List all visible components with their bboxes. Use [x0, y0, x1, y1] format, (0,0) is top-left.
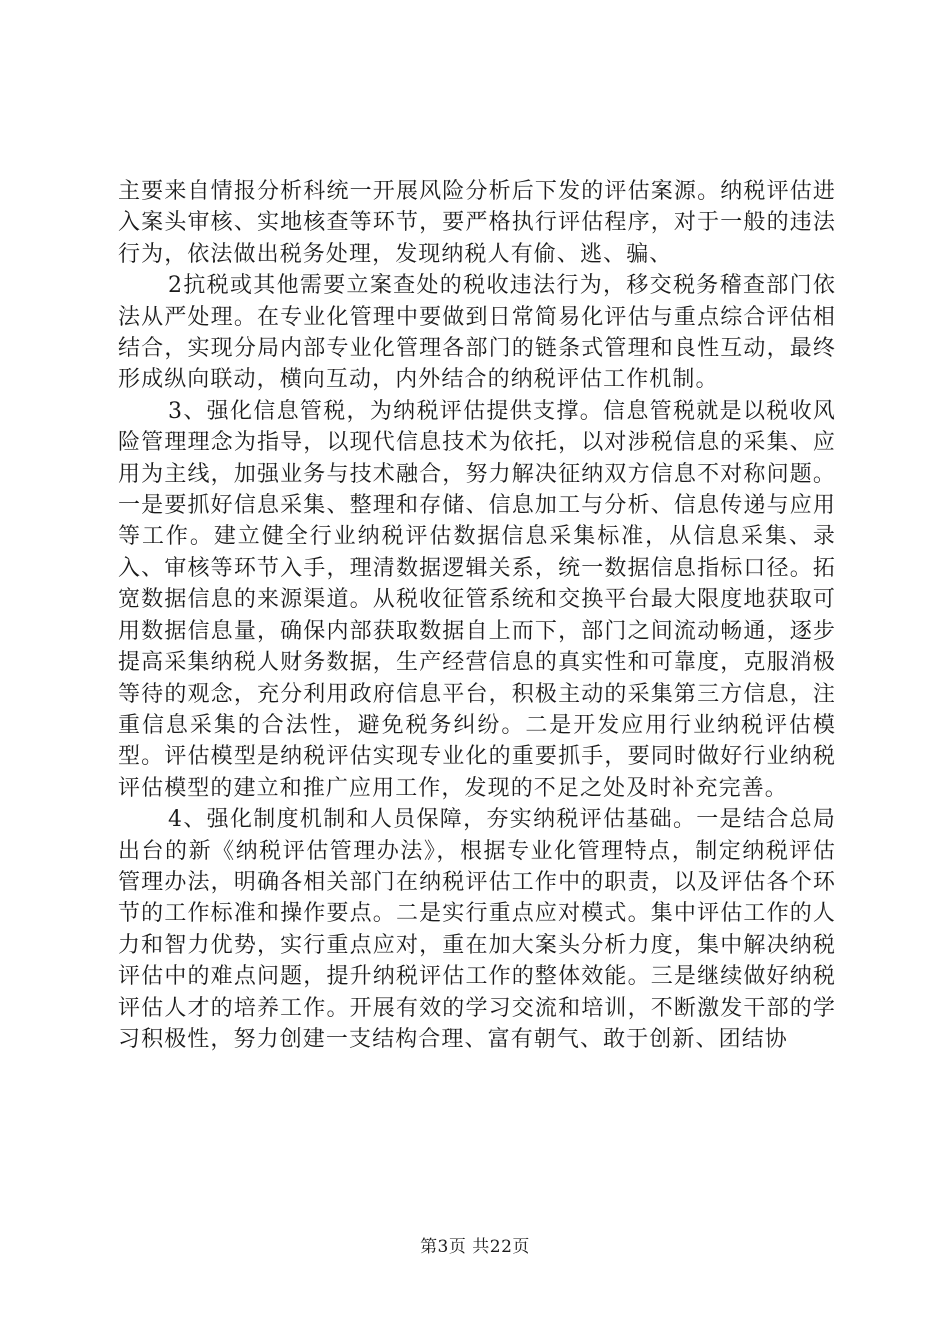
body-text	[118, 176, 836, 1055]
paragraph-4: 4、强化制度机制和人员保障，夯实纳税评估基础。一是结合总局出台的新《纳税评估管理办法》，根据专业化管理特点，制定纳税评估管理办法，明确各相关部门在纳税评估工作中的职责，以及评估各个环节的工作标准和操作要点。二是实行重点应对模式。集中评估工作的人力和智力优势，实行重点应对，重在加大案头分析力度，集中解决纳税评估中的难点问题，提升纳税评估工作的整体效能。三是继续做好纳税评估人才的培养工作。开展有效的学习交流和培训，不断激发干部的学习积极性，努力创建一支结构合理、富有朝气、敢于创新、团结协	[118, 807, 836, 1052]
page-footer: 第3页 共22页	[420, 1237, 530, 1257]
paragraph-3: 3、强化信息管税，为纳税评估提供支撑。信息管税就是以税收风险管理理念为指导，以现代信息技术为依托，以对涉税信息的采集、应用为主线，加强业务与技术融合，努力解决征纳双方信息不对称问题。一是要抓好信息采集、整理和存储、信息加工与分析、信息传递与应用等工作。建立健全行业纳税评估数据信息采集标准，从信息采集、录入、审核等环节入手，理清数据逻辑关系，统一数据信息指标口径。拓宽数据信息的来源渠道。从税收征管系统和交换平台最大限度地获取可用数据信息量，确保内部获取数据自上而下，部门之间流动畅通，逐步提高采集纳税人财务数据，生产经营信息的真实性和可靠度，克服消极等待的观念，充分利用政府信息平台，积极主动的采集第三方信息，注重信息采集的合法性，避免税务纠纷。二是开发应用行业纳税评估模型。评估模型是纳税评估实现专业化的重要抓手，要同时做好行业纳税评估模型的建立和推广应用工作，发现的不足之处及时补充完善。	[118, 398, 836, 801]
paragraph-2: 2抗税或其他需要立案查处的税收违法行为，移交税务稽查部门依法从严处理。在专业化管理中要做到日常简易化评估与重点综合评估相结合，实现分局内部专业化管理各部门的链条式管理和良性互动，最终形成纵向联动，横向互动，内外结合的纳税评估工作机制。	[118, 273, 836, 393]
paragraph-1: 主要来自情报分析科统一开展风险分析后下发的评估案源。纳税评估进入案头审核、实地核查等环节，要严格执行评估程序，对于一般的违法行为，依法做出税务处理，发现纳税人有偷、逃、骗、	[118, 179, 836, 267]
